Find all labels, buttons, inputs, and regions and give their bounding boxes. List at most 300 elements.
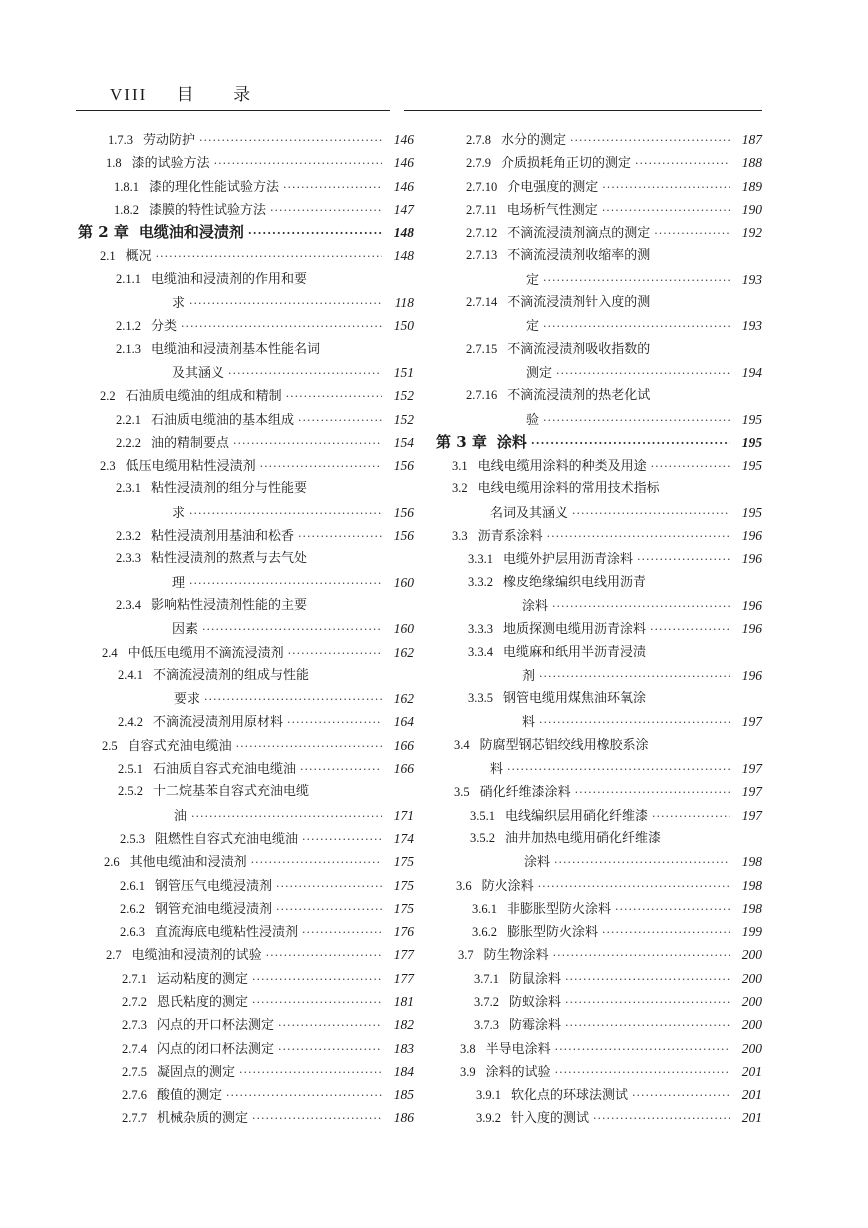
toc-entry[interactable] <box>432 804 762 827</box>
section-title: 电缆麻和纸用半沥青浸渍 <box>503 644 647 660</box>
dot-leader <box>189 292 382 315</box>
section-title: 因素 <box>172 622 199 638</box>
toc-entry-continuation[interactable] <box>432 594 762 617</box>
toc-entry[interactable] <box>432 221 762 244</box>
section-title: 酸值的测定 <box>157 1088 223 1104</box>
toc-entry-row <box>432 408 762 432</box>
section-number: 2.7.11 <box>466 202 497 217</box>
toc-entry[interactable] <box>78 664 414 687</box>
toc-entry-row <box>432 1083 762 1107</box>
toc-entry-row <box>432 804 762 828</box>
section-title: 钢管充油电缆浸渍剂 <box>155 901 273 917</box>
toc-entry[interactable] <box>78 734 414 757</box>
toc-entry-continuation[interactable] <box>432 501 762 524</box>
page-ref: 198 <box>741 854 762 870</box>
section-number: 2.1.2 <box>116 319 141 334</box>
section-title: 地质探测电缆用沥青涂料 <box>503 622 647 638</box>
toc-entry[interactable] <box>78 990 414 1013</box>
dot-leader <box>556 362 730 385</box>
toc-entry-row <box>432 524 762 548</box>
section-title: 不滴流浸渍剂滴点的测定 <box>507 226 651 242</box>
page-ref: 200 <box>741 970 762 986</box>
dot-leader <box>298 525 382 548</box>
page-ref: 195 <box>741 458 762 474</box>
toc-entry[interactable] <box>78 850 414 873</box>
dot-leader <box>531 432 730 455</box>
toc-entry[interactable] <box>78 547 414 570</box>
toc-entry-row <box>78 454 414 478</box>
toc-entry-continuation[interactable] <box>78 501 414 524</box>
section-number: 3.7 <box>458 948 474 963</box>
toc-entry-row <box>432 897 762 921</box>
toc-entry[interactable] <box>432 1037 762 1060</box>
dot-leader <box>570 129 730 152</box>
section-number: 2.7.8 <box>466 133 491 147</box>
page-ref: 199 <box>741 924 762 940</box>
section-number: 3.8 <box>460 1041 476 1056</box>
dot-leader <box>300 758 382 781</box>
page-ref: 195 <box>741 434 762 450</box>
dot-leader <box>260 455 382 478</box>
toc-entry-row <box>432 431 762 455</box>
section-number: 3.6.1 <box>472 901 497 916</box>
section-title: 涂料 <box>496 432 527 451</box>
dot-leader <box>252 1107 382 1130</box>
page-ref: 160 <box>393 574 414 590</box>
dot-leader <box>539 711 730 734</box>
toc-entry[interactable] <box>78 1060 414 1083</box>
toc-entry-row <box>78 687 414 711</box>
toc-entry-row <box>432 244 762 267</box>
toc-entry[interactable] <box>78 128 414 151</box>
toc-entry[interactable] <box>78 1106 414 1129</box>
section-number: 3.5 <box>454 785 470 800</box>
section-number: 2.1 <box>100 249 116 264</box>
section-title: 钢管压气电缆浸渍剂 <box>155 878 273 894</box>
section-number: 3.3.5 <box>468 691 493 706</box>
page-ref: 146 <box>393 155 414 171</box>
toc-entry-row <box>432 128 762 152</box>
section-title: 中低压电缆用不滴流浸渍剂 <box>127 645 284 661</box>
toc-entry[interactable] <box>78 943 414 966</box>
section-title: 不滴流浸渍剂的组成与性能 <box>153 667 310 683</box>
dot-leader <box>543 315 730 338</box>
section-title: 油的精制要点 <box>151 435 230 451</box>
toc-entry[interactable] <box>432 175 762 198</box>
section-title: 及其涵义 <box>172 365 225 381</box>
page-ref: 197 <box>741 807 762 823</box>
toc-entry-row <box>78 780 414 803</box>
toc-entry-row <box>78 128 414 152</box>
toc-entry-row <box>432 687 762 710</box>
toc-entry-row <box>78 594 414 617</box>
section-title: 漆的理化性能试验方法 <box>149 179 280 195</box>
toc-entry-row <box>78 967 414 991</box>
page-ref: 185 <box>393 1087 414 1103</box>
page-ref: 177 <box>393 970 414 986</box>
toc-entry[interactable] <box>432 1083 762 1106</box>
section-number: 2.7.10 <box>466 179 498 194</box>
dot-leader <box>651 455 730 478</box>
section-number: 2.7.7 <box>122 1111 147 1126</box>
page-ref: 174 <box>393 830 414 846</box>
section-title: 电线电缆用涂料的种类及用途 <box>477 459 647 475</box>
dot-leader <box>298 409 382 432</box>
toc-entry[interactable] <box>432 198 762 221</box>
toc-entry[interactable] <box>78 594 414 617</box>
section-title: 防火涂料 <box>481 878 534 894</box>
header-title-1: 目 <box>176 85 196 105</box>
toc-entry-continuation[interactable] <box>78 804 414 827</box>
toc-entry[interactable] <box>78 827 414 850</box>
toc-entry[interactable] <box>432 1106 762 1129</box>
dot-leader <box>652 805 730 828</box>
page-ref: 186 <box>393 1110 414 1126</box>
page-ref: 197 <box>741 784 762 800</box>
toc-entry-row <box>432 221 762 245</box>
toc-entry[interactable] <box>78 641 414 664</box>
toc-entry[interactable] <box>432 780 762 803</box>
section-number: 2.5.3 <box>120 831 145 846</box>
section-title: 防蚁涂料 <box>509 994 562 1010</box>
dot-leader <box>283 176 382 199</box>
toc-entry-continuation[interactable] <box>78 571 414 594</box>
section-number: 第 2 章 <box>78 223 129 242</box>
section-number: 2.1.1 <box>116 271 141 286</box>
toc-entry-row <box>78 431 414 455</box>
section-title: 涂料 <box>522 598 549 614</box>
toc-entry-row <box>432 477 762 500</box>
toc-entry-row <box>432 920 762 944</box>
toc-entry[interactable] <box>432 128 762 151</box>
section-title: 求 <box>172 296 186 312</box>
section-title: 防鼠涂料 <box>509 971 562 987</box>
page-ref: 152 <box>393 411 414 427</box>
toc-entry-row <box>78 198 414 222</box>
section-title: 膨胀型防火涂料 <box>507 925 599 941</box>
toc-entry-continuation[interactable] <box>432 314 762 337</box>
toc-entry[interactable] <box>432 151 762 174</box>
page-ref: 194 <box>741 364 762 380</box>
toc-entry-row <box>432 175 762 199</box>
section-number: 2.3 <box>100 459 116 474</box>
toc-entry[interactable] <box>432 477 762 500</box>
page-ref: 156 <box>393 458 414 474</box>
toc-entry-row <box>78 1060 414 1084</box>
section-title: 运动粘度的测定 <box>157 971 249 987</box>
toc-entry[interactable] <box>78 1013 414 1036</box>
toc-entry[interactable] <box>78 710 414 733</box>
section-title: 软化点的环球法测试 <box>511 1088 629 1104</box>
section-title: 电缆油和浸渍剂的试验 <box>131 948 262 964</box>
toc-entry[interactable] <box>78 431 414 454</box>
page-ref: 200 <box>741 993 762 1009</box>
toc-entry-continuation[interactable] <box>432 757 762 780</box>
page-ref: 152 <box>393 388 414 404</box>
section-title: 阻燃性自容式充油电缆油 <box>155 831 299 847</box>
toc-entry-continuation[interactable] <box>78 291 414 314</box>
dot-leader <box>181 315 382 338</box>
toc-entry[interactable] <box>432 897 762 920</box>
dot-leader <box>189 502 382 525</box>
section-number: 3.3.1 <box>468 552 493 567</box>
dot-leader <box>602 921 730 944</box>
toc-entry[interactable] <box>78 268 414 291</box>
section-number: 2.7.16 <box>466 388 498 403</box>
dot-leader <box>302 828 382 851</box>
toc-entry-row <box>78 874 414 898</box>
toc-entry-row <box>78 943 414 967</box>
page-ref: 156 <box>393 504 414 520</box>
toc-entry-continuation[interactable] <box>432 268 762 291</box>
page-ref: 196 <box>741 528 762 544</box>
section-number: 1.8 <box>106 156 122 171</box>
toc-entry-continuation[interactable] <box>432 850 762 873</box>
toc-entry-row <box>78 338 414 361</box>
section-number: 2.7.2 <box>122 994 147 1009</box>
toc-entry[interactable] <box>432 1060 762 1083</box>
page-ref: 162 <box>393 644 414 660</box>
section-number: 2.7.1 <box>122 971 147 986</box>
section-number: 2.6.1 <box>120 878 145 893</box>
page-ref: 200 <box>741 947 762 963</box>
page-ref: 148 <box>393 225 414 241</box>
page-ref: 187 <box>741 132 762 147</box>
dot-leader <box>593 1107 730 1130</box>
toc-entry[interactable] <box>432 827 762 850</box>
dot-leader <box>552 595 730 618</box>
toc-entry-row <box>432 361 762 385</box>
dot-leader <box>248 222 382 245</box>
section-title: 粘性浸渍剂的熬煮与去气处 <box>151 551 308 567</box>
toc-entry[interactable] <box>78 780 414 803</box>
toc-entry[interactable] <box>432 454 762 477</box>
toc-column-right <box>432 128 762 1130</box>
section-title: 名词及其涵义 <box>490 505 569 521</box>
toc-entry-row <box>78 710 414 734</box>
section-number: 2.7.13 <box>466 248 498 263</box>
section-title: 防腐型钢芯铝绞线用橡胶系涂 <box>479 737 649 753</box>
section-number: 2.7.4 <box>122 1041 147 1056</box>
section-title: 概况 <box>125 249 152 265</box>
dot-leader <box>202 618 382 641</box>
toc-entry-continuation[interactable] <box>432 361 762 384</box>
section-title: 分类 <box>151 319 178 335</box>
section-title: 电缆油和浸渍剂 <box>138 223 244 242</box>
toc-entry-row <box>78 850 414 874</box>
toc-entry-row <box>432 734 762 757</box>
toc-entry-row <box>432 710 762 734</box>
toc-entry[interactable] <box>432 1013 762 1036</box>
toc-entry[interactable] <box>78 175 414 198</box>
section-number: 3.3.3 <box>468 622 493 637</box>
toc-entry[interactable] <box>78 151 414 174</box>
toc-entry-row <box>78 1106 414 1130</box>
toc-entry[interactable] <box>432 547 762 570</box>
toc-entry[interactable] <box>432 291 762 314</box>
toc-entry-row <box>432 1060 762 1084</box>
page-ref: 198 <box>741 900 762 916</box>
toc-entry-continuation[interactable] <box>78 361 414 384</box>
toc-entry[interactable] <box>432 687 762 710</box>
section-number: 2.7.15 <box>466 341 498 356</box>
toc-entry[interactable] <box>78 338 414 361</box>
toc-entry-continuation[interactable] <box>78 617 414 640</box>
dot-leader <box>251 851 382 874</box>
section-title: 钢管电缆用煤焦油环氧涂 <box>503 691 647 707</box>
toc-entry-row <box>78 1037 414 1061</box>
section-number: 2.2.2 <box>116 435 141 450</box>
toc-entry[interactable] <box>78 477 414 500</box>
page-ref: 195 <box>741 504 762 520</box>
toc-entry-row <box>78 291 414 315</box>
toc-entry-continuation[interactable] <box>432 664 762 687</box>
section-title: 不滴流浸渍剂收缩率的测 <box>507 248 651 264</box>
page-ref: 146 <box>393 178 414 194</box>
toc-entry[interactable] <box>78 1037 414 1060</box>
section-number: 2.3.3 <box>116 551 141 566</box>
toc-entry[interactable] <box>78 1083 414 1106</box>
toc-entry[interactable] <box>432 943 762 966</box>
section-number: 2.5.2 <box>118 784 143 799</box>
section-number: 3.1 <box>452 459 468 474</box>
toc-entry-row <box>432 943 762 967</box>
dot-leader <box>252 991 382 1014</box>
section-title: 不滴流浸渍剂用原材料 <box>153 715 284 731</box>
page-ref: 188 <box>741 155 762 171</box>
toc-entry[interactable] <box>432 874 762 897</box>
toc-entry[interactable] <box>78 757 414 780</box>
dot-leader <box>191 805 382 828</box>
toc-entry[interactable] <box>78 314 414 337</box>
page-ref: 183 <box>393 1040 414 1056</box>
toc-entry[interactable] <box>78 920 414 943</box>
toc-entry[interactable] <box>432 967 762 990</box>
toc-entry-row <box>78 827 414 851</box>
toc-entry-row <box>78 314 414 338</box>
dot-leader <box>547 525 730 548</box>
section-number: 2.6.3 <box>120 925 145 940</box>
toc-entry[interactable] <box>78 524 414 547</box>
toc-entry[interactable] <box>432 338 762 361</box>
dot-leader <box>156 245 382 268</box>
section-title: 油 <box>174 808 188 824</box>
toc-entry-row <box>432 641 762 664</box>
toc-entry-row <box>78 408 414 432</box>
dot-leader <box>555 1038 730 1061</box>
dot-leader <box>650 618 730 641</box>
toc-entry[interactable] <box>78 384 414 407</box>
toc-entry-row <box>78 641 414 665</box>
dot-leader <box>288 642 382 665</box>
dot-leader <box>565 1014 730 1037</box>
section-number: 2.4 <box>102 645 118 660</box>
toc-entry[interactable] <box>78 897 414 920</box>
toc-chapter-entry[interactable] <box>78 221 414 244</box>
toc-entry-row <box>432 1037 762 1061</box>
section-title: 漆的试验方法 <box>131 156 210 172</box>
page-ref: 196 <box>741 597 762 613</box>
toc-entry-row <box>432 874 762 898</box>
toc-entry[interactable] <box>78 244 414 267</box>
dot-leader <box>226 1084 382 1107</box>
toc-entry-row <box>78 361 414 385</box>
page-ref: 160 <box>393 621 414 637</box>
section-number: 3.5.2 <box>470 830 495 845</box>
toc-entry-row <box>78 617 414 641</box>
page-ref: 197 <box>741 714 762 730</box>
section-title: 防霉涂料 <box>509 1018 562 1034</box>
toc-entry-continuation[interactable] <box>432 408 762 431</box>
section-title: 其他电缆油和浸渍剂 <box>129 855 247 871</box>
toc-entry[interactable] <box>78 454 414 477</box>
section-number: 2.3.1 <box>116 481 141 496</box>
dot-leader <box>565 991 730 1014</box>
toc-entry[interactable] <box>432 617 762 640</box>
section-number: 2.5 <box>102 738 118 753</box>
page-ref: 148 <box>393 248 414 264</box>
toc-entry-row <box>432 664 762 688</box>
toc-entry-row <box>78 501 414 525</box>
section-title: 电线电缆用涂料的常用技术指标 <box>477 481 660 497</box>
toc-entry-row <box>78 804 414 828</box>
toc-entry-continuation[interactable] <box>432 710 762 733</box>
dot-leader <box>276 875 382 898</box>
toc-entry[interactable] <box>432 384 762 407</box>
section-number: 2.7.12 <box>466 226 498 241</box>
page-ref: 166 <box>393 737 414 753</box>
toc-entry[interactable] <box>432 990 762 1013</box>
toc-entry[interactable] <box>432 734 762 757</box>
page-ref: 175 <box>393 877 414 893</box>
toc-entry-continuation[interactable] <box>78 687 414 710</box>
header-rule-left <box>76 110 390 111</box>
dot-leader <box>538 875 730 898</box>
section-title: 粘性浸渍剂的组分与性能要 <box>151 481 308 497</box>
section-title: 石油质自容式充油电缆油 <box>153 762 297 778</box>
dot-leader <box>233 432 382 455</box>
toc-entry-row <box>432 990 762 1014</box>
dot-leader <box>287 711 382 734</box>
section-title: 凝固点的测定 <box>157 1064 236 1080</box>
toc-entry[interactable] <box>432 641 762 664</box>
dot-leader <box>572 502 730 525</box>
dot-leader <box>278 1014 382 1037</box>
section-number: 3.3.4 <box>468 644 493 659</box>
toc-entry-row <box>432 850 762 874</box>
toc-chapter-entry[interactable] <box>432 431 762 454</box>
toc-entry[interactable] <box>432 244 762 267</box>
dot-leader <box>276 898 382 921</box>
toc-entry[interactable] <box>78 408 414 431</box>
toc-entry[interactable] <box>78 967 414 990</box>
page-ref: 175 <box>393 854 414 870</box>
section-title: 硝化纤维漆涂料 <box>479 785 571 801</box>
section-title: 介质损耗角正切的测定 <box>501 156 632 172</box>
section-title: 低压电缆用粘性浸渍剂 <box>125 459 256 475</box>
section-title: 涂料的试验 <box>485 1064 551 1080</box>
dot-leader <box>286 385 382 408</box>
toc-entry[interactable] <box>432 524 762 547</box>
toc-entry[interactable] <box>432 571 762 594</box>
toc-entry[interactable] <box>78 198 414 221</box>
page-ref: 201 <box>741 1110 762 1126</box>
page-ref: 166 <box>393 761 414 777</box>
toc-entry-row <box>432 384 762 407</box>
page-ref: 181 <box>393 993 414 1009</box>
toc-entry[interactable] <box>432 920 762 943</box>
toc-entry[interactable] <box>78 874 414 897</box>
